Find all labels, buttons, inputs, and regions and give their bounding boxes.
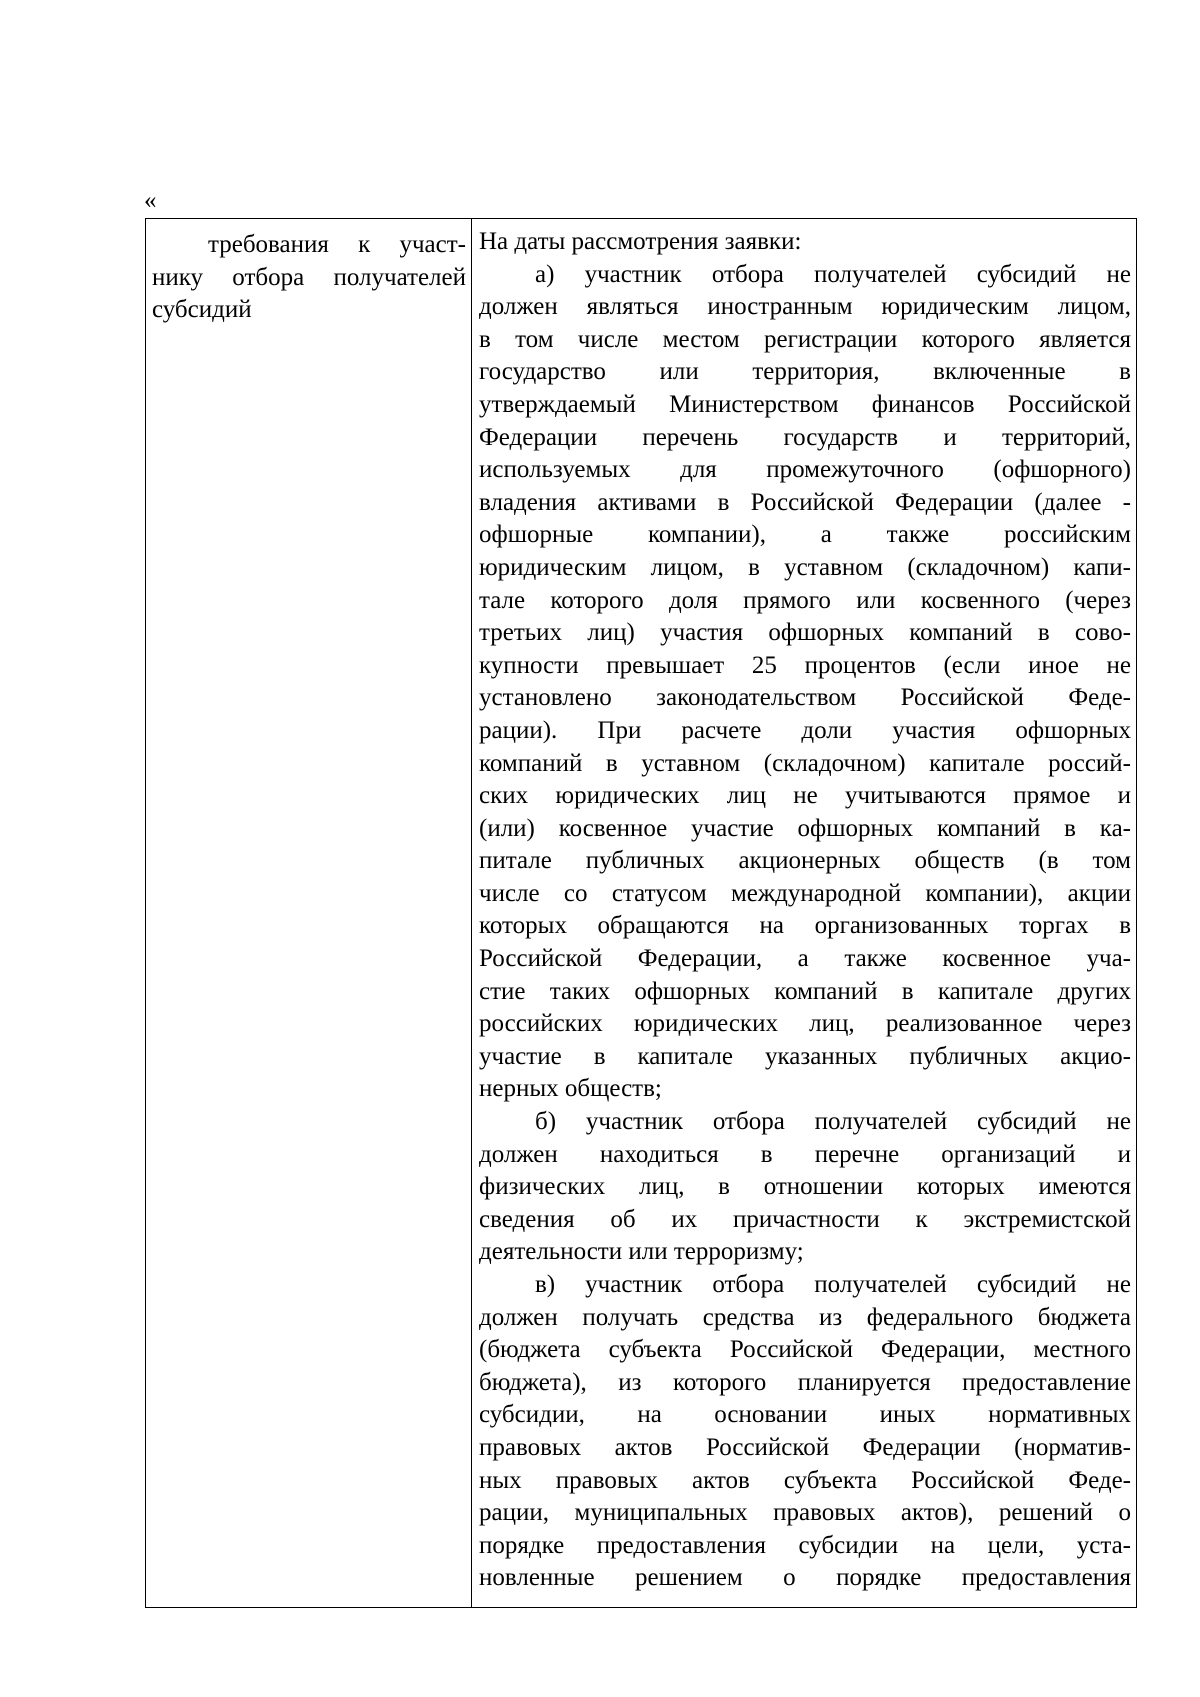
text-line: Российской Федерации, а также косвенное уча-	[479, 945, 1131, 973]
text-line: стие таких офшорных компаний в капитале других	[479, 977, 1131, 1005]
text-line: Федерации перечень государств и территорий,	[479, 423, 1131, 451]
text-line: б) участник отбора получателей субсидий не	[535, 1108, 1131, 1136]
text-line: порядке предоставления субсидии на цели, уста-	[479, 1531, 1131, 1559]
text-line: должен являться иностранным юридическим лицом,	[479, 293, 1131, 321]
text-line: субсидии, на основании иных нормативных	[479, 1401, 1131, 1429]
text-line: государство или территория, включенные в	[479, 358, 1131, 386]
text-line: ских юридических лиц не учитываются прямое и	[479, 782, 1131, 810]
text-line: физических лиц, в отношении которых имеются	[479, 1173, 1131, 1201]
text-line: а) участник отбора получателей субсидий не	[535, 260, 1131, 288]
text-line: должен получать средства из федерального бюджета	[479, 1303, 1131, 1331]
text-line: рации). При расчете доли участия офшорных	[479, 716, 1131, 744]
text-line: правовых актов Российской Федерации (норматив-	[479, 1433, 1131, 1461]
text-line: в том числе местом регистрации которого является	[479, 325, 1131, 353]
text-line: бюджета), из которого планируется предоставление	[479, 1368, 1131, 1396]
text-line: установлено законодательством Российской Феде-	[479, 684, 1131, 712]
text-line: купности превышает 25 процентов (если иное не	[479, 651, 1131, 679]
table-cell-requirement-text	[472, 219, 1136, 1607]
text-line: владения активами в Российской Федерации (далее -	[479, 488, 1131, 516]
text-line: сведения об их причастности к экстремистской	[479, 1205, 1131, 1233]
requirements-table	[145, 218, 1137, 1608]
text-line: требования к участ-	[208, 231, 466, 258]
opening-quote-mark: «	[144, 187, 157, 214]
text-line: утверждаемый Министерством финансов Российской	[479, 390, 1131, 418]
text-line: используемых для промежуточного (офшорного)	[479, 456, 1131, 484]
text-line: нерных обществ;	[479, 1075, 662, 1103]
text-line: На даты рассмотрения заявки:	[479, 228, 802, 255]
text-line: ных правовых актов субъекта Российской Феде-	[479, 1466, 1131, 1494]
text-line: (или) косвенное участие офшорных компаний в ка-	[479, 814, 1131, 842]
table-cell-requirement-name	[146, 219, 472, 1607]
text-line: офшорные компании), а также российским	[479, 521, 1131, 549]
text-line: тале которого доля прямого или косвенного (через	[479, 586, 1131, 614]
text-line: деятельности или терроризму;	[479, 1238, 804, 1266]
text-line: питале публичных акционерных обществ (в том	[479, 847, 1131, 875]
text-line: юридическим лицом, в уставном (складочном) капи-	[479, 553, 1131, 581]
text-line: рации, муниципальных правовых актов), решений о	[479, 1499, 1131, 1527]
text-line: числе со статусом международной компании), акции	[479, 879, 1131, 907]
text-line: третьих лиц) участия офшорных компаний в сово-	[479, 619, 1131, 647]
text-line: компаний в уставном (складочном) капитале россий-	[479, 749, 1131, 777]
text-line: (бюджета субъекта Российской Федерации, местного	[479, 1336, 1131, 1364]
text-line: в) участник отбора получателей субсидий не	[535, 1271, 1131, 1298]
text-line: участие в капитале указанных публичных акцио-	[479, 1042, 1131, 1070]
text-line: нику отбора получателей	[152, 263, 466, 291]
text-line: российских юридических лиц, реализованное через	[479, 1010, 1131, 1038]
text-line: новленные решением о порядке предоставления	[479, 1564, 1131, 1592]
text-line: субсидий	[152, 296, 252, 324]
text-line: должен находиться в перечне организаций и	[479, 1140, 1131, 1168]
text-line: которых обращаются на организованных торгах в	[479, 912, 1131, 940]
